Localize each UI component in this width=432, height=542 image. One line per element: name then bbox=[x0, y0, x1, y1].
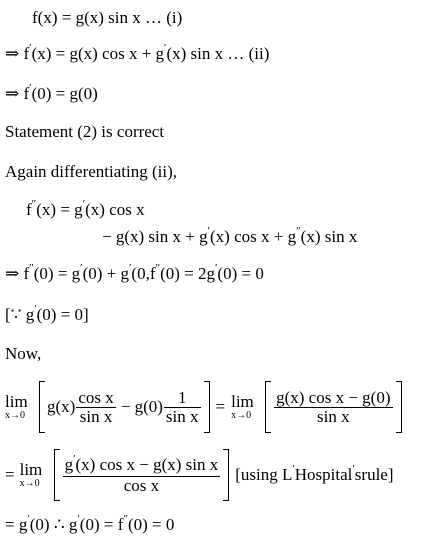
equals-sign: = bbox=[5, 465, 15, 484]
limit-operator bbox=[5, 393, 39, 421]
conclusion-line bbox=[5, 515, 174, 537]
explanation-text: Again differentiating (ii), bbox=[5, 162, 177, 181]
double-prime-mark: ″ bbox=[123, 513, 128, 525]
prime-mark: ′ bbox=[29, 42, 32, 54]
prime-mark: ′ bbox=[207, 225, 210, 237]
prime-mark: ′ bbox=[215, 262, 218, 274]
lhospital-note bbox=[235, 465, 393, 485]
right-bracket bbox=[396, 381, 402, 433]
note-text: srule] bbox=[354, 465, 394, 484]
prime-mark: ′ bbox=[73, 452, 76, 465]
equation-line-6 bbox=[26, 200, 145, 222]
prime-mark: ′ bbox=[77, 513, 80, 525]
equation-line-2 bbox=[5, 44, 269, 66]
equation-text: f(x) = g(x) sin x … (i) bbox=[32, 8, 183, 27]
note-text: Hospital bbox=[294, 465, 353, 484]
fraction bbox=[164, 389, 201, 426]
equation-text: (x) = g bbox=[36, 200, 83, 219]
limit-operator bbox=[231, 393, 265, 421]
note-text: [using L bbox=[235, 465, 293, 484]
right-bracket bbox=[204, 381, 210, 433]
equation-text: (0) = 2g bbox=[160, 264, 215, 283]
fraction bbox=[76, 389, 115, 426]
fraction-denominator: cos x bbox=[63, 476, 221, 495]
limit-subscript: x→0 bbox=[5, 410, 25, 421]
statement-text: Statement (2) is correct bbox=[5, 122, 165, 141]
limit-equation-line bbox=[5, 381, 402, 433]
double-prime-mark: ″ bbox=[31, 198, 37, 210]
equals-sign: = bbox=[215, 397, 226, 416]
left-bracket bbox=[265, 381, 271, 433]
equation-text: (x) sin x … (ii) bbox=[166, 44, 270, 63]
limit-word: lim bbox=[19, 460, 43, 479]
lhospital-line bbox=[5, 449, 394, 501]
prime-mark: ′ bbox=[82, 198, 86, 210]
equation-text: (x) cos x bbox=[85, 200, 145, 219]
equation-text: g bbox=[64, 454, 74, 474]
prime-mark: ′ bbox=[34, 303, 37, 315]
equation-text: (0) = f bbox=[79, 515, 124, 534]
prime-mark: ′ bbox=[352, 463, 355, 475]
limit-word: lim bbox=[231, 392, 254, 411]
left-bracket bbox=[39, 381, 45, 433]
equation-text: (x) cos x − g(x) sin x bbox=[75, 454, 219, 474]
limit-operator bbox=[20, 461, 54, 489]
limit-subscript: x→0 bbox=[231, 410, 252, 421]
now-line bbox=[5, 344, 41, 364]
limit-subscript: x→0 bbox=[19, 478, 40, 489]
double-prime-mark: ″ bbox=[29, 262, 34, 274]
equation-text: (0) = 0 bbox=[127, 515, 175, 534]
equation-text: = g bbox=[5, 515, 28, 534]
fraction-numerator: 1 bbox=[177, 387, 187, 407]
equation-text: ⇒ f bbox=[5, 44, 30, 63]
equation-line-3 bbox=[5, 84, 98, 106]
equation-text: − g(0) bbox=[120, 397, 163, 416]
equation-text: g(x) bbox=[47, 397, 76, 416]
limit-word: lim bbox=[5, 392, 28, 411]
fraction-numerator: g(x) cos x − g(0) bbox=[276, 387, 391, 407]
prime-mark: ′ bbox=[164, 42, 167, 54]
fraction bbox=[63, 452, 221, 495]
equation-text: (x) = g(x) cos x + g bbox=[31, 44, 165, 63]
explanation-text: Now, bbox=[5, 344, 42, 363]
differentiating-line bbox=[5, 162, 177, 182]
fraction-numerator: cos x bbox=[78, 387, 114, 407]
equation-line-1 bbox=[32, 8, 182, 28]
equation-text: (0) = 0] bbox=[36, 305, 89, 324]
prime-mark: ′ bbox=[27, 513, 30, 525]
equation-text: ⇒ f bbox=[5, 264, 30, 283]
equation-text: f bbox=[26, 200, 32, 219]
double-prime-mark: ″ bbox=[155, 262, 161, 274]
equation-line-8 bbox=[5, 264, 264, 286]
prime-mark: ′ bbox=[129, 262, 132, 274]
equation-text: (0,f bbox=[131, 264, 156, 283]
equation-line-7 bbox=[102, 227, 357, 249]
equation-text: (0) = g bbox=[33, 264, 81, 283]
equation-text: (0) + g bbox=[82, 264, 129, 283]
fraction-denominator: sin x bbox=[76, 407, 115, 426]
prime-mark: ′ bbox=[292, 463, 295, 475]
prime-mark: ′ bbox=[80, 262, 83, 274]
fraction-denominator: sin x bbox=[274, 407, 392, 426]
equation-text: ⇒ f bbox=[5, 84, 30, 103]
equation-text: (x) sin x bbox=[300, 227, 358, 246]
statement-line bbox=[5, 122, 164, 142]
equation-text: − g(x) sin x + g bbox=[102, 227, 208, 246]
equation-text: (0) = g(0) bbox=[31, 84, 98, 103]
left-bracket bbox=[54, 449, 60, 501]
right-bracket bbox=[223, 449, 229, 501]
equation-line-9 bbox=[5, 305, 89, 327]
prime-mark: ′ bbox=[29, 82, 32, 94]
equation-text: (0) = 0 bbox=[217, 264, 264, 283]
fraction bbox=[274, 389, 392, 426]
equation-text: (x) cos x + g bbox=[210, 227, 297, 246]
fraction-denominator: sin x bbox=[165, 406, 199, 426]
equation-text: (0) ∴ g bbox=[29, 515, 78, 534]
double-prime-mark: ″ bbox=[296, 225, 301, 237]
fraction-numerator bbox=[63, 452, 221, 476]
equation-text: [∵ g bbox=[5, 305, 35, 324]
